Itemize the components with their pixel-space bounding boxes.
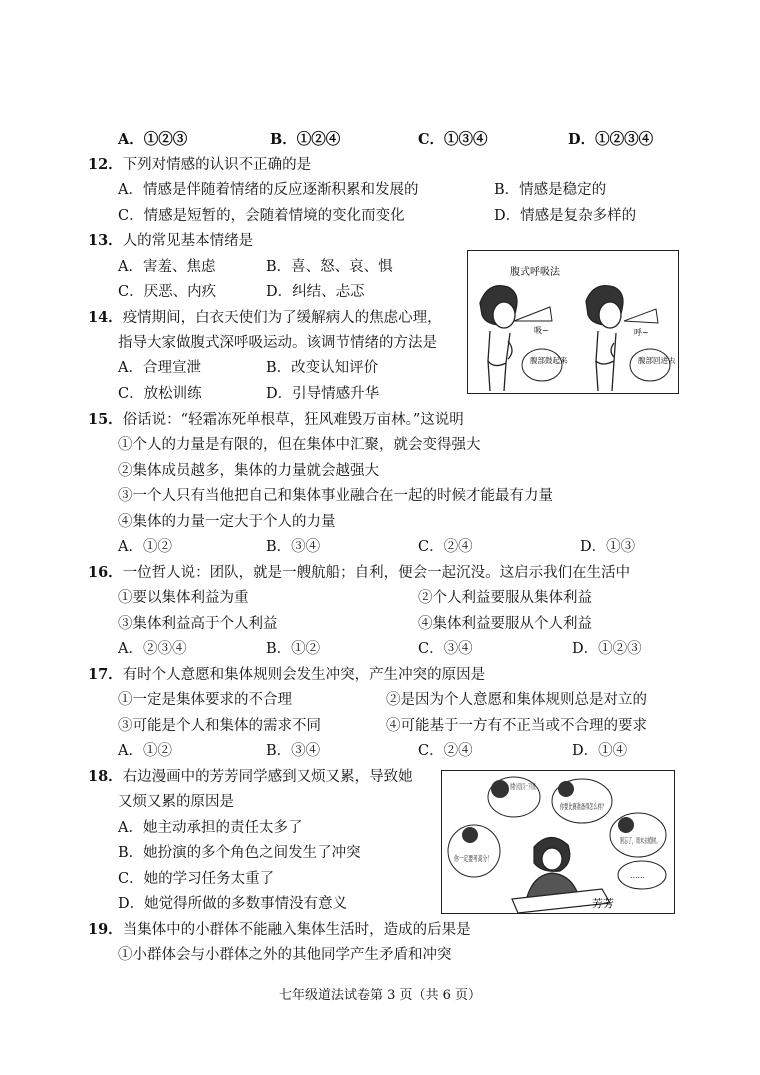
q18-stem-line2: 又烦又累的原因是 bbox=[118, 794, 234, 810]
cartoon-figure bbox=[441, 770, 695, 914]
page-footer: 七年级道法试卷第 3 页（共 6 页） bbox=[278, 988, 482, 1003]
q12-option-b: B．情感是稳定的 bbox=[494, 182, 607, 198]
q17-item-3: ③可能是个人和集体的需求不同 bbox=[118, 718, 321, 734]
q19-item-1: ①小群体会与小群体之外的其他同学产生矛盾和冲突 bbox=[118, 947, 452, 963]
bubble-5: …… bbox=[630, 871, 645, 880]
bubble-2: 你要比赛准备得怎么样？ bbox=[560, 802, 643, 811]
person-exhale-icon bbox=[586, 286, 623, 391]
q18-option-a: A．她主动承担的责任太多了 bbox=[118, 820, 303, 836]
q17-stem: 17．有时个人意愿和集体规则会发生冲突，产生冲突的原因是 bbox=[88, 666, 486, 683]
q19-stem: 19．当集体中的小群体不能融入集体生活时，造成的后果是 bbox=[88, 921, 471, 938]
q14-option-c: C．放松训练 bbox=[118, 386, 202, 402]
q17-option-b: B．③④ bbox=[266, 743, 321, 759]
q12-option-d: D．情感是复杂多样的 bbox=[494, 208, 637, 224]
bubble-3: 别忘了，周末去植树。 bbox=[620, 836, 695, 845]
q17-item-4: ④可能基于一方有不正当或不合理的要求 bbox=[386, 718, 647, 734]
q17-item-1: ①一定是集体要求的不合理 bbox=[118, 692, 292, 708]
q12-stem: 12．下列对情感的认识不正确的是 bbox=[88, 156, 312, 173]
q16-item-1: ①要以集体利益为重 bbox=[118, 590, 249, 606]
q12-option-a: A．情感是伴随着情绪的反应逐渐积累和发展的 bbox=[118, 182, 419, 198]
q15-stem: 15．俗话说：“轻霜冻死单根草，狂风难毁万亩林。”这说明 bbox=[88, 411, 464, 428]
q14-option-d: D．引导情感升华 bbox=[266, 386, 380, 402]
q16-option-a: A．②③④ bbox=[118, 641, 187, 657]
bubble-1: 你教小红复习一下功课。 bbox=[510, 782, 593, 791]
q15-option-d: D．①③ bbox=[580, 539, 636, 555]
q13-option-d: D．纠结、忐忑 bbox=[266, 284, 365, 300]
q16-option-c: C．③④ bbox=[418, 641, 473, 657]
exhale-bubble: 呼~ bbox=[634, 328, 649, 337]
q15-item-4: ④集体的力量一定大于个人的力量 bbox=[118, 514, 336, 530]
belly-in-label: 腹部回进去 bbox=[638, 356, 676, 365]
speaker-4-icon bbox=[462, 827, 478, 843]
q17-item-2: ②是因为个人意愿和集体规则总是对立的 bbox=[386, 692, 647, 708]
q12-option-c: C．情感是短暂的，会随着情境的变化而变化 bbox=[118, 208, 405, 224]
q15-option-c: C．②④ bbox=[418, 539, 473, 555]
q14-stem-line2: 指导大家做腹式深呼吸运动。该调节情绪的方法是 bbox=[118, 335, 437, 351]
q11-option-b: B．①②④ bbox=[270, 131, 341, 148]
breathing-illustration bbox=[468, 251, 678, 393]
q15-item-2: ②集体成员越多，集体的力量就会越强大 bbox=[118, 463, 379, 479]
q16-item-2: ②个人利益要服从集体利益 bbox=[418, 590, 592, 606]
q18-stem-line1: 18．右边漫画中的芳芳同学感到又烦又累，导致她 bbox=[88, 768, 413, 785]
q13-option-b: B．喜、怒、哀、惧 bbox=[266, 259, 393, 275]
q16-item-4: ④集体利益要服从个人利益 bbox=[418, 616, 592, 632]
q15-item-1: ①个人的力量是有限的，但在集体中汇聚，就会变得强大 bbox=[118, 437, 481, 453]
bubble-4: 你一定要考高分！ bbox=[454, 854, 514, 863]
q14-option-a: A．合理宣泄 bbox=[118, 360, 201, 376]
q17-option-d: D．①④ bbox=[572, 743, 628, 759]
q17-option-c: C．②④ bbox=[418, 743, 473, 759]
q15-item-3: ③一个人只有当他把自己和集体事业融合在一起的时候才能最有力量 bbox=[118, 488, 553, 504]
cartoon-illustration bbox=[442, 771, 695, 913]
q17-option-a: A．①② bbox=[118, 743, 172, 759]
q14-stem-line1: 14．疫情期间，白衣天使们为了缓解病人的焦虑心理， bbox=[88, 309, 442, 326]
q15-option-a: A．①② bbox=[118, 539, 172, 555]
q18-option-b: B．她扮演的多个角色之间发生了冲突 bbox=[118, 845, 361, 861]
q16-option-d: D．①②③ bbox=[572, 641, 642, 657]
speaker-2-icon bbox=[558, 781, 574, 797]
person-inhale-icon bbox=[480, 286, 517, 391]
q18-option-c: C．她的学习任务太重了 bbox=[118, 871, 275, 887]
q15-option-b: B．③④ bbox=[266, 539, 321, 555]
breathing-figure bbox=[467, 250, 679, 394]
q18-option-d: D．她觉得所做的多数事情没有意义 bbox=[118, 896, 348, 912]
q14-option-b: B．改变认知评价 bbox=[266, 360, 379, 376]
q11-option-a: A．①②③ bbox=[118, 131, 188, 148]
q13-option-c: C．厌恶、内疚 bbox=[118, 284, 217, 300]
speaker-1-icon bbox=[491, 780, 509, 798]
inhale-bubble: 吸~ bbox=[534, 326, 549, 335]
q16-stem: 16．一位哲人说：团队，就是一艘航船；自利，便会一起沉没。这启示我们在生活中 bbox=[88, 564, 631, 581]
q11-option-c: C．①③④ bbox=[418, 131, 488, 148]
girl-name-label: 芳芳 bbox=[592, 897, 614, 910]
q16-option-b: B．①② bbox=[266, 641, 321, 657]
q13-option-a: A．害羞、焦虑 bbox=[118, 259, 216, 275]
q11-option-d: D．①②③④ bbox=[568, 131, 654, 148]
belly-out-label: 腹部鼓起来 bbox=[530, 356, 568, 365]
q16-item-3: ③集体利益高于个人利益 bbox=[118, 616, 278, 632]
q13-stem: 13．人的常见基本情绪是 bbox=[88, 232, 254, 249]
speaker-3-icon bbox=[618, 817, 634, 833]
breathing-title: 腹式呼吸法 bbox=[510, 267, 560, 278]
